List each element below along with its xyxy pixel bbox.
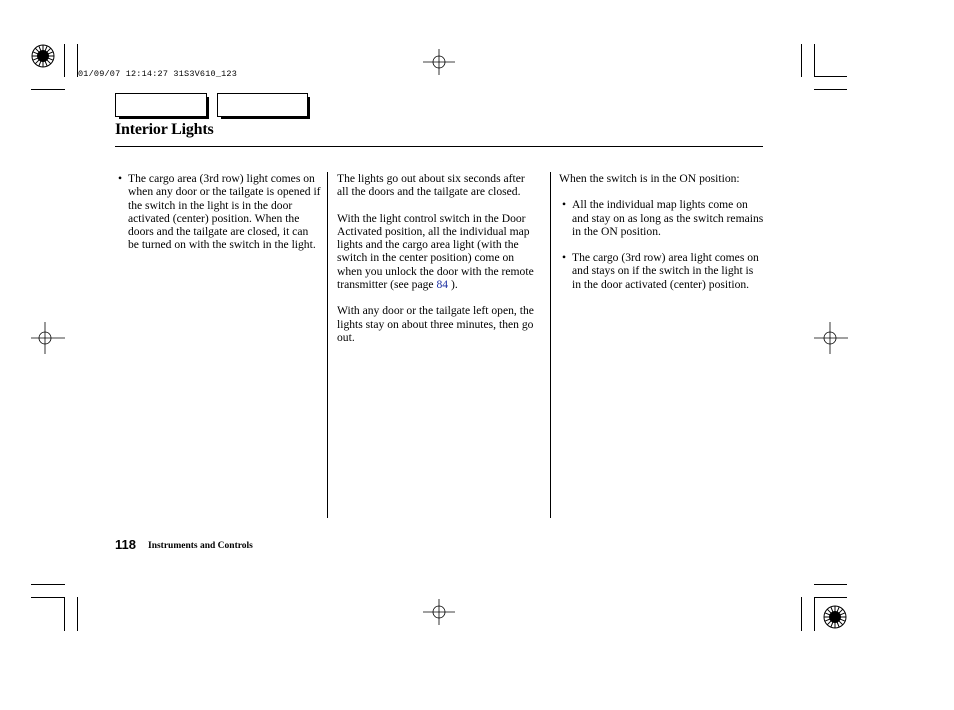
bullet-item [118,172,322,252]
page-reference-link[interactable]: 84 [436,278,449,292]
paragraph: The lights go out about six seconds after all the doors and the tailgate are closed. [337,172,525,199]
bullet-dot: • [562,251,567,265]
bullet-text: All the individual map lights come on and stay on as long as the switch remains in the ON position. [572,198,764,238]
paragraph-text: ). [448,278,458,292]
column-left [118,172,322,265]
bullet-dot: • [118,172,123,185]
column-right [559,172,765,304]
section-title: Interior Lights [115,121,214,138]
paragraph [337,212,537,292]
column-divider-1 [327,172,328,518]
bullet-item [562,251,765,291]
print-stamp: 01/09/07 12:14:27 31S3V610_123 [78,69,238,79]
paragraph: When the switch is in the ON position: [559,172,740,185]
header-tab-box-1 [115,93,207,117]
column-middle [337,172,537,357]
registration-target-bottom-right [823,605,847,629]
bullet-dot: • [562,198,567,212]
page-number: 118 [115,537,136,552]
bullet-item [562,198,765,238]
registration-target-top-left [31,44,55,68]
crosshair-bottom [423,599,455,625]
paragraph-text: With the light control switch in the Door Activated position, all the individual map lights and the cargo area light (with the switch in the center position) come on when you unlock the door with the remote transmitter (see page [337,211,534,292]
crosshair-right [814,322,848,354]
chapter-label: Instruments and Controls [148,541,253,551]
crosshair-top [423,49,455,75]
paragraph: With any door or the tailgate left open, the lights stay on about three minutes, then go out. [337,304,534,344]
title-rule [115,146,763,147]
bullet-text: The cargo area (3rd row) light comes on when any door or the tailgate is opened if the switch in the light is in the door activated (center) position. When the doors and the tailgate are closed, it can be turned on with the switch in the light. [128,172,321,252]
header-tab-box-2 [217,93,308,117]
bullet-text: The cargo (3rd row) area light comes on and stays on if the switch in the light is in the door activated (center) position. [572,251,759,291]
crosshair-left [31,322,65,354]
column-divider-2 [550,172,551,518]
